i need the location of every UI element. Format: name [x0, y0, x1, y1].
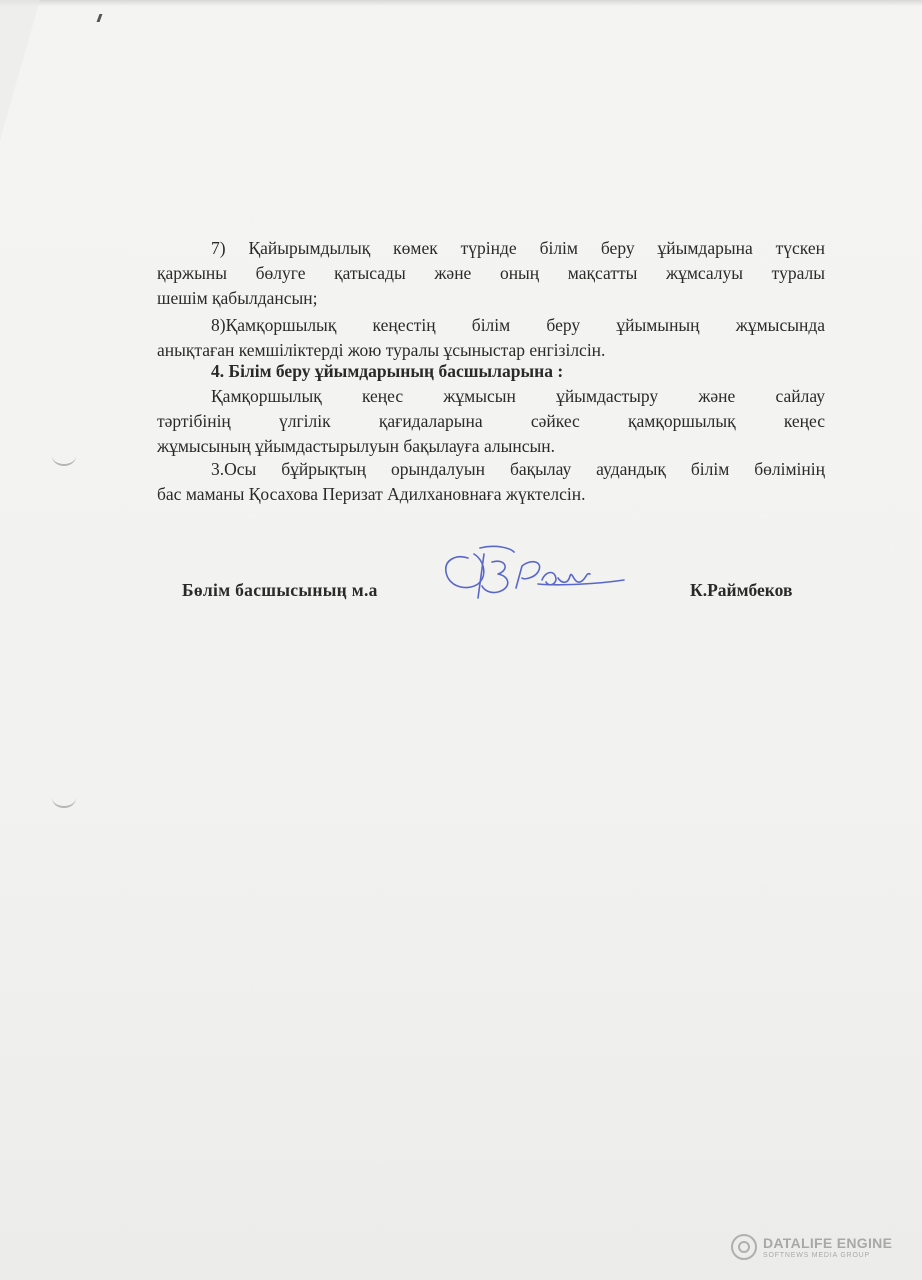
punch-hole-icon — [52, 446, 76, 466]
paragraph-section-4 — [157, 384, 825, 459]
signatory-role: Бөлім басшысының м.а — [182, 580, 378, 600]
paragraph-8-line-1: 8)Қамқоршылық кеңестің білім беру ұйымының жұмысында — [211, 315, 825, 335]
datalife-watermark — [731, 1234, 892, 1260]
paragraph-section-4-line-2: тәртібінің үлгілік қағидаларына сәйкес қамқоршылық кеңес — [157, 411, 825, 431]
paragraph-7-line-3: шешім қабылдансын; — [157, 288, 318, 308]
paragraph-7 — [157, 236, 825, 311]
paragraph-3-line-1: 3.Осы бұйрықтың орындалуын бақылау аудандық білім бөлімінің — [211, 459, 825, 479]
paragraph-8-line-2: анықтаған кемшіліктерді жою туралы ұсыныстар енгізілсін. — [157, 340, 606, 360]
paragraph-7-line-2: қаржыны бөлуге қатысады және оның мақсатты жұмсалуы туралы — [157, 263, 825, 283]
signatory-name: К.Раймбеков — [690, 580, 793, 600]
section-4-heading-text: 4. Білім беру ұйымдарының басшыларына : — [211, 361, 564, 381]
punch-hole-icon — [52, 788, 76, 808]
page-corner-shadow — [0, 0, 40, 140]
section-4-heading — [157, 359, 825, 384]
watermark-subtitle: SOFTNEWS MEDIA GROUP — [763, 1251, 871, 1259]
paragraph-section-4-line-1: Қамқоршылық кеңес жұмысын ұйымдастыру және сайлау — [211, 386, 825, 406]
scan-mark — [97, 14, 103, 22]
paragraph-section-4-line-3: жұмысының ұйымдастырылуын бақылауға алынсын. — [157, 436, 555, 456]
watermark-title: DATALIFE ENGINE — [763, 1234, 893, 1251]
paragraph-7-line-1: 7) Қайырымдылық көмек түрінде білім беру ұйымдарына түскен — [211, 238, 825, 258]
handwritten-signature — [418, 540, 628, 610]
paragraph-8 — [157, 313, 825, 363]
paragraph-3 — [157, 457, 825, 507]
datalife-logo-icon — [731, 1234, 757, 1260]
page-top-edge — [0, 0, 922, 6]
paragraph-3-line-2: бас маманы Қосахова Перизат Адилхановнаға жүктелсін. — [157, 484, 586, 504]
